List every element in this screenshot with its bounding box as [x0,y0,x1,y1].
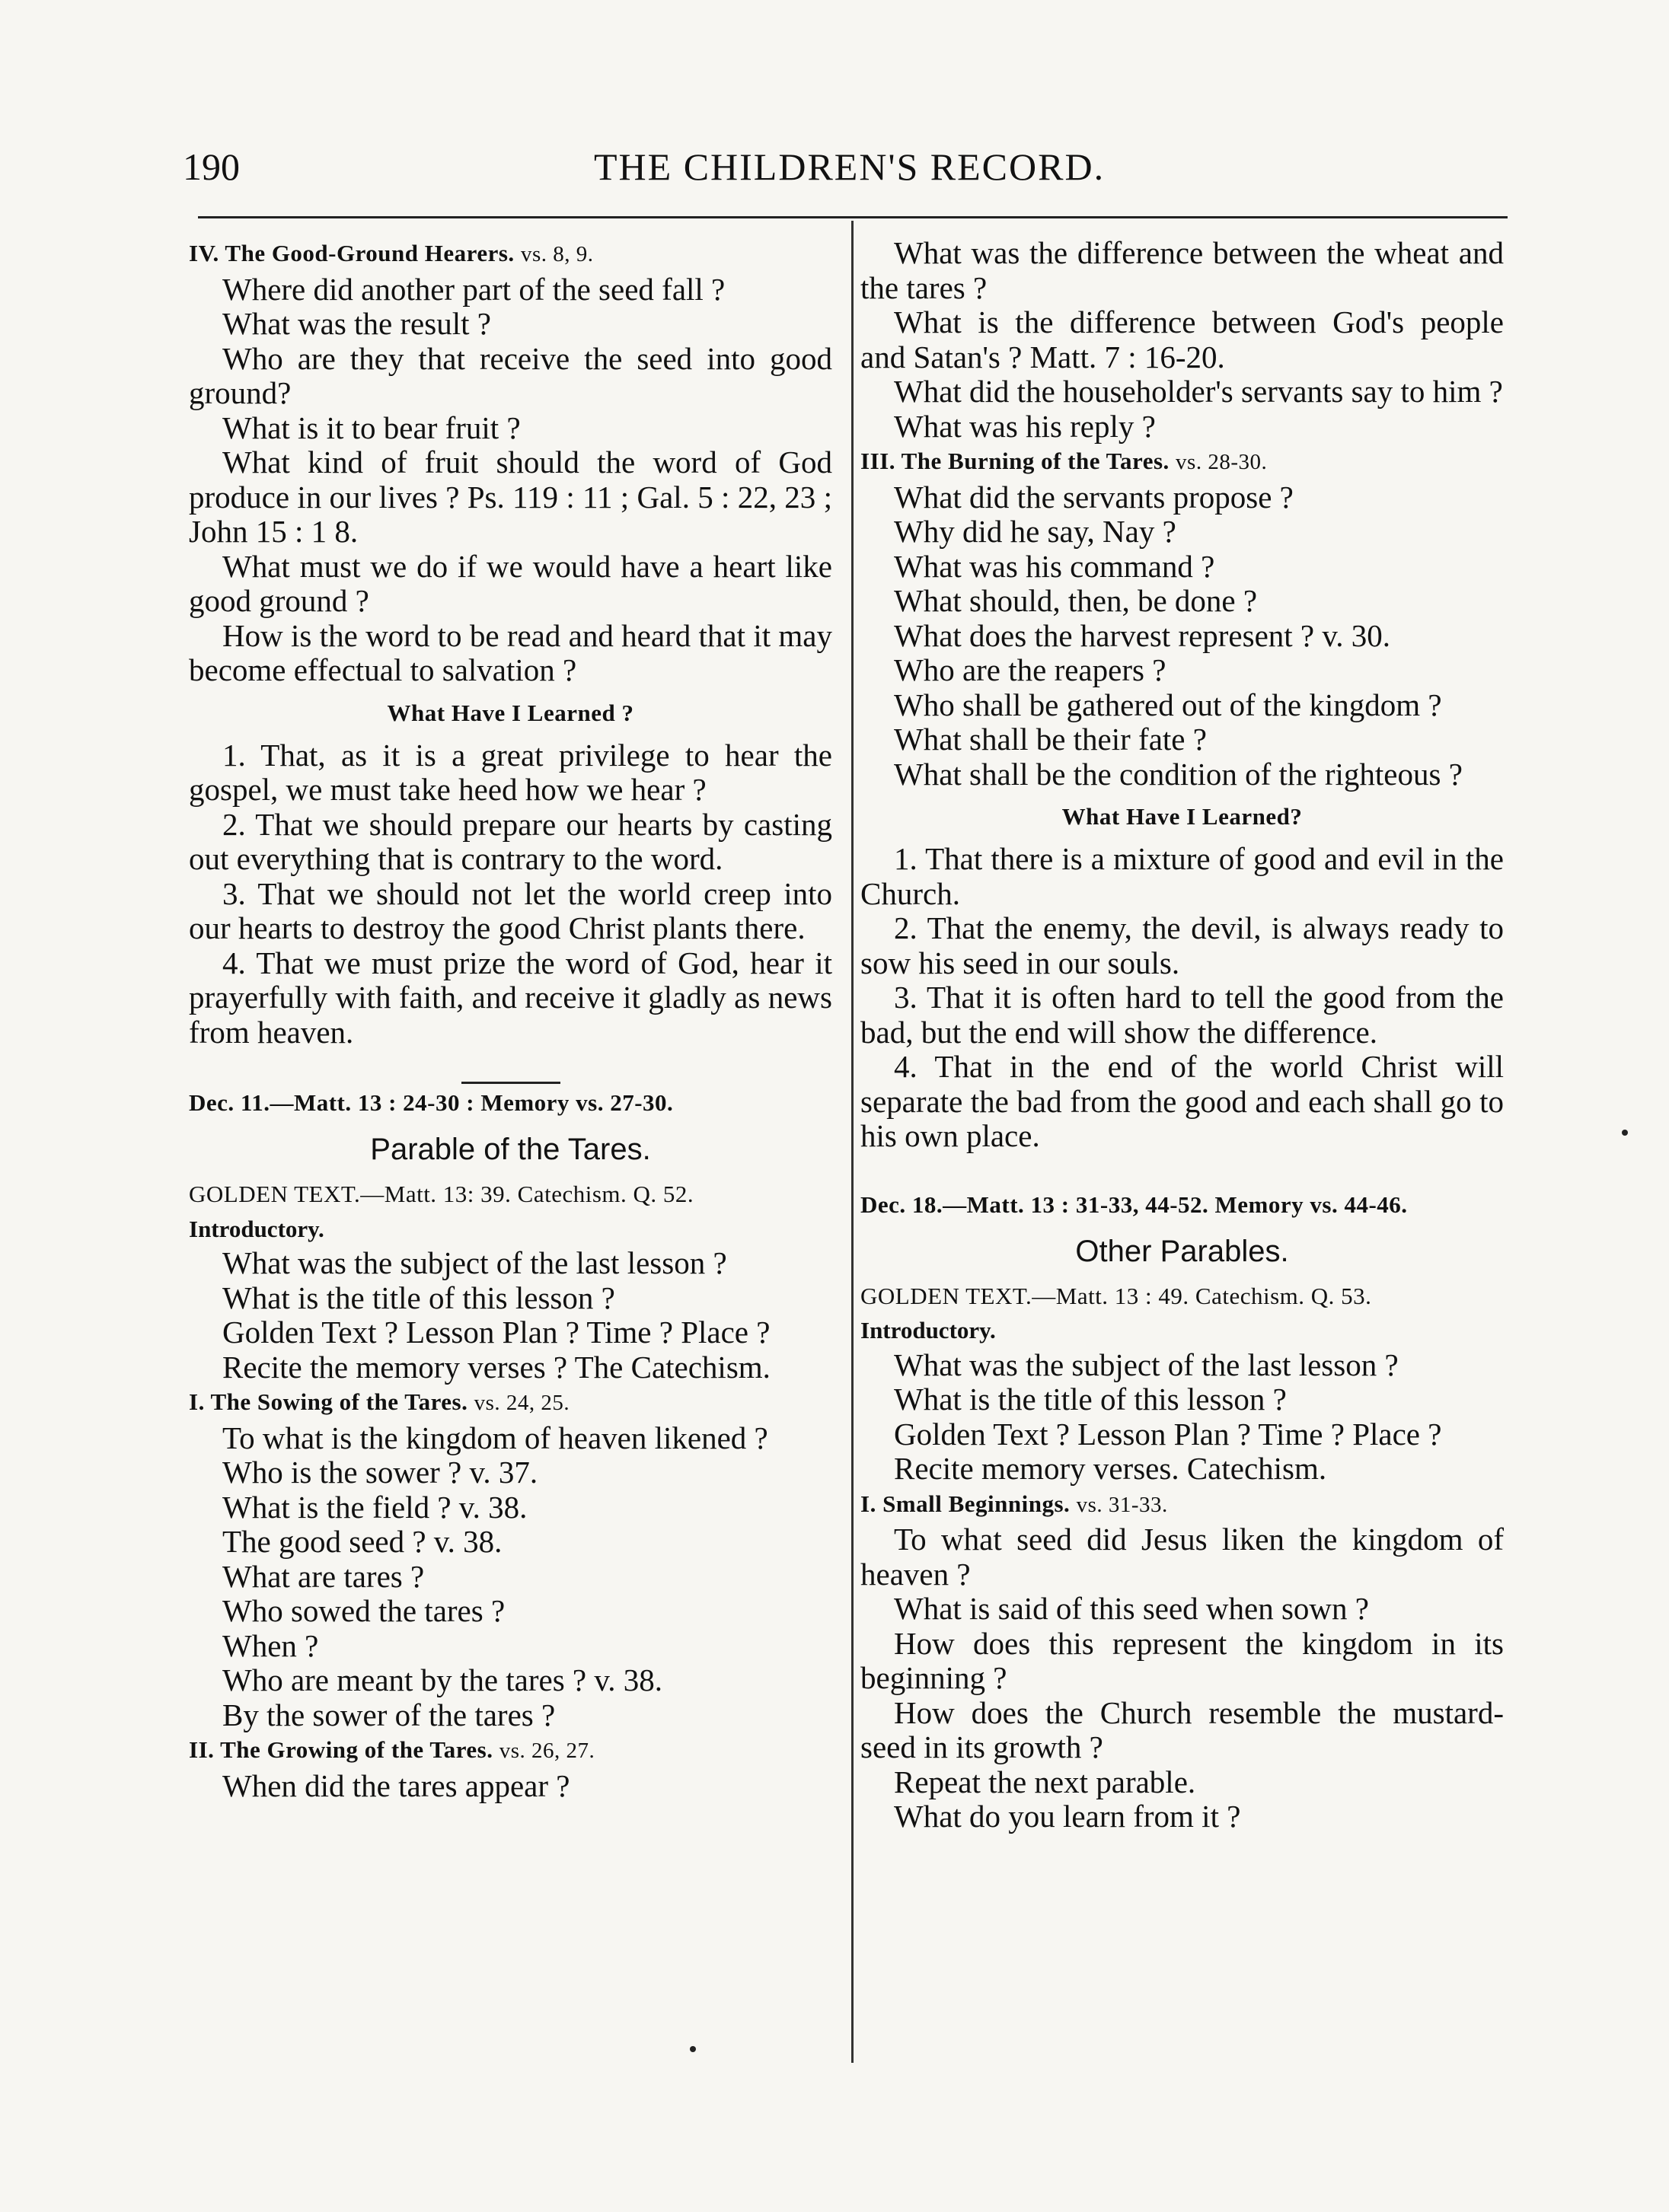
question: What was the difference between the wheat and the tares ? [860,235,1504,305]
question: Who are meant by the tares ? v. 38. [222,1662,662,1697]
question: What was the subject of the last lesson ? [222,1245,727,1280]
question: Who shall be gathered out of the kingdom ? [894,687,1442,722]
question: What shall be the condition of the righteous ? [894,756,1463,792]
page-number: 190 [183,145,240,188]
question: What did the householder's servants say to him ? [894,374,1503,409]
left-column [189,236,832,1803]
question: By the sower of the tares ? [222,1697,556,1732]
question: What was the result ? [222,306,491,341]
question: Recite memory verses. Catechism. [894,1451,1327,1486]
golden-text: GOLDEN TEXT.—Matt. 13 : 49. Catechism. Q. 53. [860,1282,1372,1309]
question: Golden Text ? Lesson Plan ? Time ? Place ? [222,1315,771,1350]
header-rule [198,216,1508,218]
section-verses: vs. 26, 27. [499,1739,595,1763]
question: What shall be their fate ? [894,722,1207,757]
question: What is it to bear fruit ? [222,410,521,445]
running-header [183,145,1523,206]
lesson-title: Other Parables. [1075,1234,1289,1268]
question: How does the Church resemble the mustard-seed in its growth ? [860,1694,1504,1764]
lesson-header [189,1082,832,1246]
right-column [860,236,1504,1834]
question: Golden Text ? Lesson Plan ? Time ? Place ? [894,1416,1442,1452]
section-title: IV. The Good-Ground Hearers. [189,240,515,266]
question: What is the difference between God's people and Satan's ? Matt. 7 : 16-20. [860,304,1504,375]
lesson-title: Parable of the Tares. [370,1133,651,1166]
introductory-label: Introductory. [189,1215,324,1242]
learned-item: 3. That we should not let the world creep into our hearts to destroy the good Christ plants there. [189,875,832,945]
question: To what seed did Jesus liken the kingdom of heaven ? [860,1522,1504,1592]
section-heading-ii [189,1732,832,1769]
lesson-heading: Dec. 18.—Matt. 13 : 31-33, 44-52. Memory vs. 44-46. [860,1190,1408,1218]
question: What should, then, be done ? [894,583,1258,618]
question: What did the servants propose ? [894,479,1294,515]
lesson-heading: Dec. 11.—Matt. 13 : 24-30 : Memory vs. 27-30. [189,1089,674,1116]
question: Who are the reapers ? [894,652,1166,687]
question: Why did he say, Nay ? [894,514,1176,549]
question: When ? [222,1627,319,1663]
question: What was his command ? [894,548,1215,584]
introductory-label: Introductory. [860,1317,996,1343]
column-divider [851,221,854,2063]
question: Recite the memory verses ? The Catechism. [222,1349,771,1385]
question: Who sowed the tares ? [222,1593,506,1628]
section-title: I. The Sowing of the Tares. [189,1388,468,1415]
lesson-header [860,1186,1504,1348]
question: To what is the kingdom of heaven likened ? [222,1420,768,1455]
question: What was the subject of the last lesson ? [894,1347,1399,1382]
question: What kind of fruit should the word of God produce in our lives ? Ps. 119 : 11 ; Gal. 5 : 22, 23 ; John 15 : 1 8. [189,445,832,549]
question: When did the tares appear ? [222,1767,570,1803]
question: Who are they that receive the seed into good ground? [189,340,832,410]
section-heading-iii [860,444,1504,480]
section-verses: vs. 8, 9. [520,242,594,266]
ink-speck [1622,1130,1628,1136]
question: How is the word to be read and heard that it may become effectual to salvation ? [189,617,832,687]
question: Who is the sower ? v. 37. [222,1455,538,1490]
question: How does this represent the kingdom in its beginning ? [860,1625,1504,1695]
question: What is the title of this lesson ? [222,1280,615,1315]
section-heading-i [189,1385,832,1421]
section-heading-iv [189,236,832,273]
learned-heading: What Have I Learned? [1061,803,1303,830]
running-title: THE CHILDREN'S RECORD. [594,145,1106,188]
question: What is said of this seed when sown ? [894,1591,1369,1626]
learned-item: 4. That we must prize the word of God, hear it prayerfully with faith, and receive it gladly as news from heaven. [189,945,832,1050]
section-title: II. The Growing of the Tares. [189,1736,493,1763]
question: What are tares ? [222,1558,425,1594]
golden-text: GOLDEN TEXT.—Matt. 13: 39. Catechism. Q. 52. [189,1181,694,1207]
learned-item: 1. That there is a mixture of good and evil in the Church. [860,841,1504,911]
question: Where did another part of the seed fall ? [222,271,726,307]
learned-item: 2. That we should prepare our hearts by casting out everything that is contrary to the word. [189,806,832,876]
ink-speck [690,2046,696,2052]
question: What must we do if we would have a heart like good ground ? [189,548,832,618]
section-verses: vs. 28-30. [1176,450,1268,474]
learned-item: 4. That in the end of the world Christ will separate the bad from the good and each shall go to his own place. [860,1049,1504,1153]
section-title: III. The Burning of the Tares. [860,448,1170,474]
learned-item: 2. That the enemy, the devil, is always ready to sow his seed in our souls. [860,910,1504,980]
learned-heading: What Have I Learned ? [387,699,634,726]
question: Repeat the next parable. [894,1764,1196,1799]
section-verses: vs. 24, 25. [474,1391,570,1415]
section-verses: vs. 31-33. [1076,1492,1168,1517]
learned-item: 3. That it is often hard to tell the good from the bad, but the end will show the difference. [860,980,1504,1050]
question: The good seed ? v. 38. [222,1524,503,1559]
section-title: I. Small Beginnings. [860,1490,1071,1517]
question: What is the title of this lesson ? [894,1382,1287,1417]
question: What is the field ? v. 38. [222,1489,528,1525]
section-heading-i [860,1487,1504,1523]
question: What was his reply ? [894,408,1156,444]
question: What does the harvest represent ? v. 30. [894,617,1390,653]
question: What do you learn from it ? [894,1799,1241,1834]
learned-item: 1. That, as it is a great privilege to hear the gospel, we must take heed how we hear ? [189,737,832,807]
